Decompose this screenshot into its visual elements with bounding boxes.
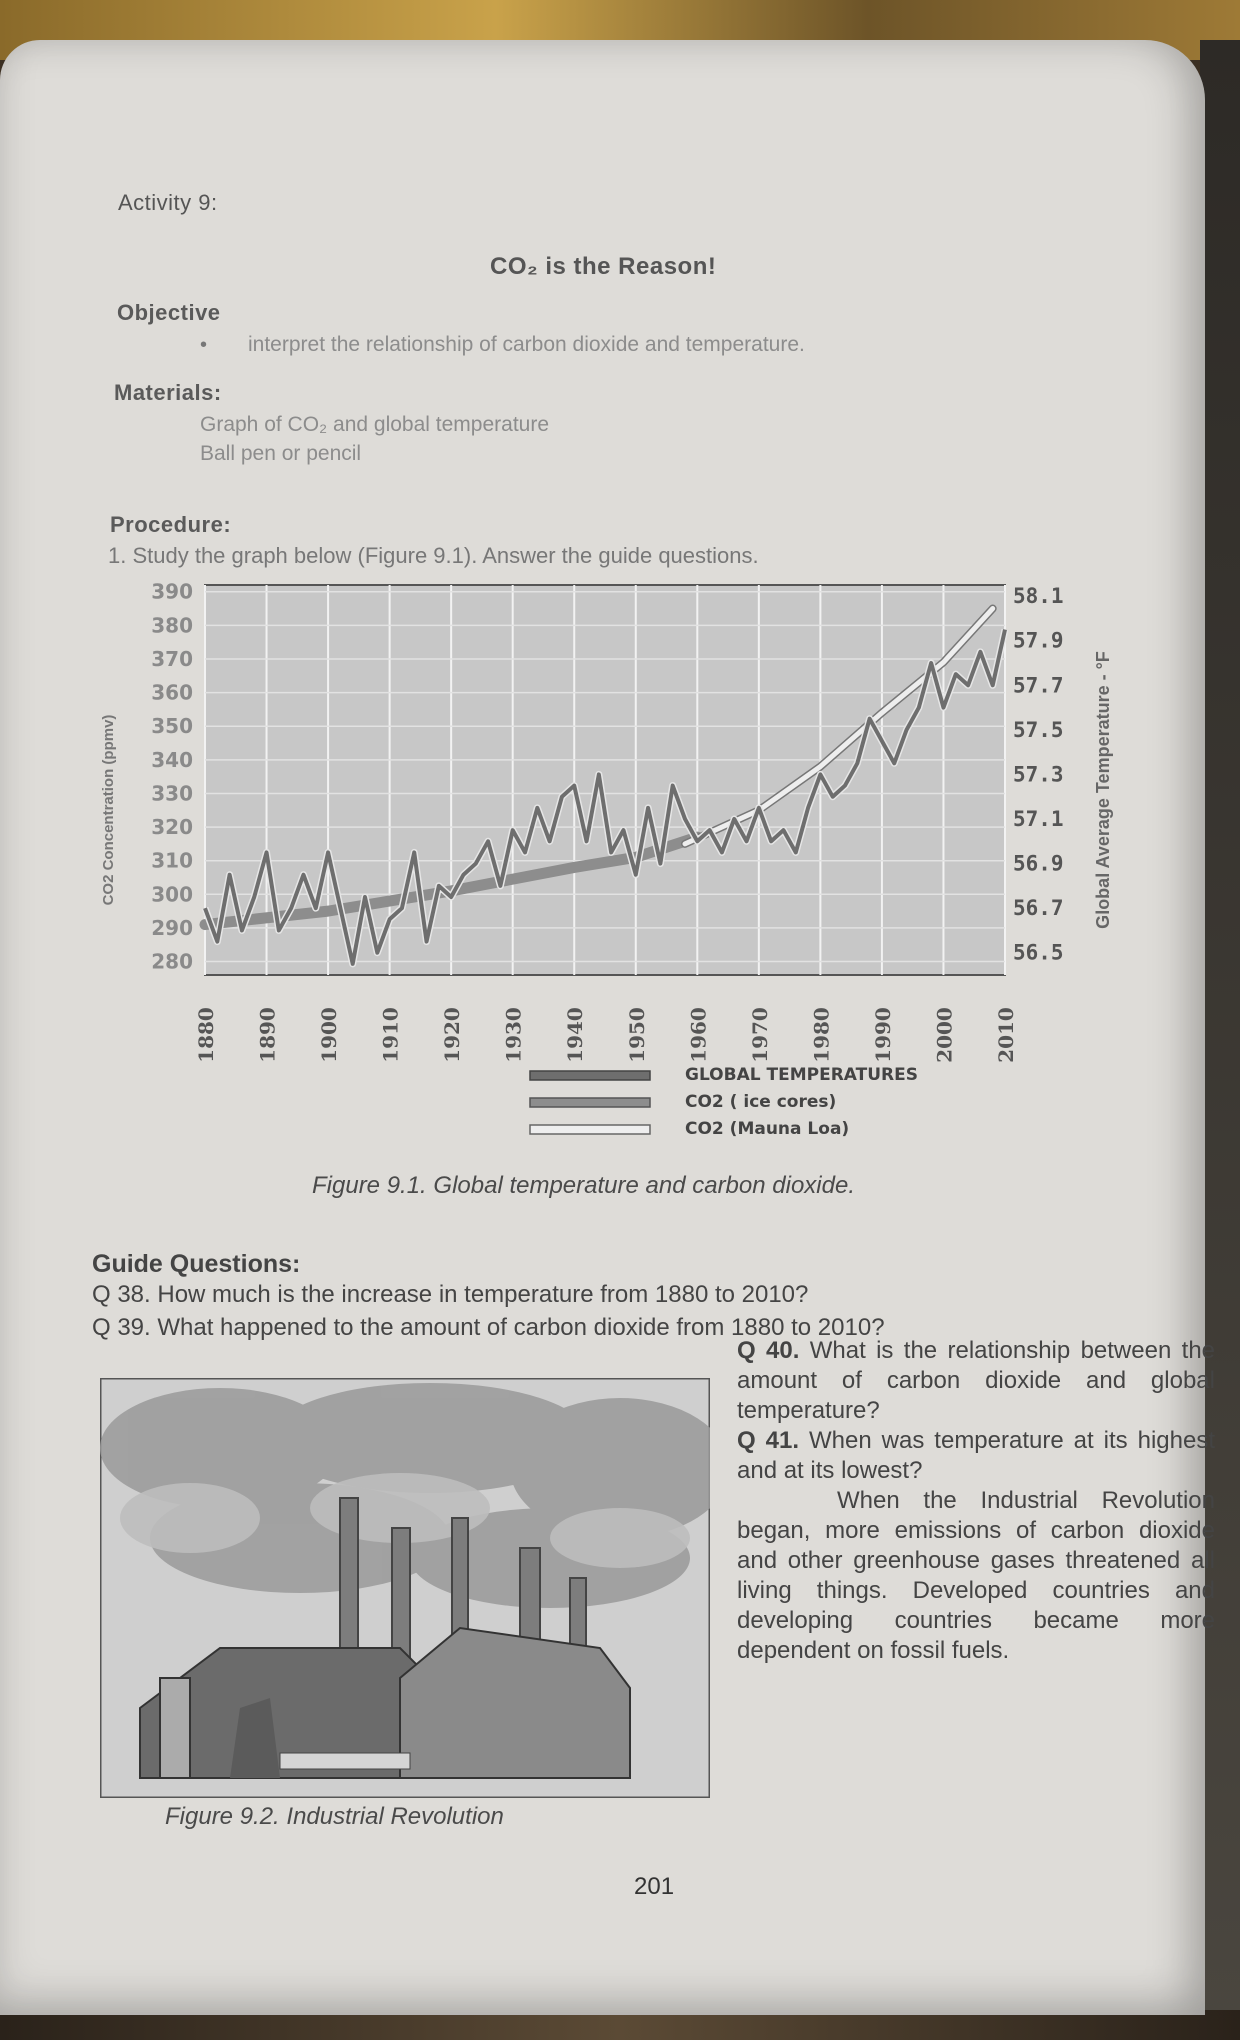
y-left-tick-label: 290 [151,915,193,940]
y-left-tick-label: 280 [151,949,193,974]
y-left-tick-label: 370 [151,646,193,671]
objective-heading: Objective [117,300,221,325]
y-right-tick-label: 56.7 [1013,896,1064,921]
x-tick-label: 1900 [317,1007,342,1063]
y-right-tick-label: 56.5 [1013,940,1064,965]
question-40 [737,1336,1215,1426]
legend-swatch [530,1098,650,1107]
question-40-label: Q 40. [737,1337,800,1364]
y-right-tick-label: 57.7 [1013,673,1064,698]
legend-label: CO2 (Mauna Loa) [685,1119,850,1139]
y-left-tick-label: 310 [151,848,193,873]
question-41-text: When was temperature at its highest and at its lowest? [737,1427,1216,1484]
materials-heading: Materials: [114,380,222,405]
x-tick-label: 1890 [255,1007,280,1063]
figure-caption: Figure 9.2. Industrial Revolution [165,1803,504,1830]
y-right-tick-label: 57.1 [1013,807,1064,831]
x-tick-label: 2000 [932,1007,957,1063]
x-tick-label: 1920 [440,1007,465,1063]
objective-bullet: • [200,334,208,356]
y-right-tick-label: 56.9 [1013,851,1064,876]
x-tick-label: 1990 [870,1007,895,1063]
legend-label: GLOBAL TEMPERATURES [685,1065,918,1085]
x-tick-label: 1960 [686,1007,711,1063]
y-left-tick-label: 390 [151,579,193,604]
y-left-tick-label: 380 [151,613,193,638]
question-41-label: Q 41. [737,1427,800,1454]
guide-questions-heading: Guide Questions: [92,1250,301,1278]
question-39: Q 39. What happened to the amount of carbon dioxide from 1880 to 2010? [92,1314,885,1341]
y-right-tick-label: 58.1 [1013,584,1064,609]
activity-label: Activity 9: [118,190,218,215]
question-38: Q 38. How much is the increase in temperature from 1880 to 2010? [92,1281,809,1308]
y-right-tick-label: 57.9 [1013,628,1064,653]
right-column-text [737,1336,1215,1666]
question-40-text: What is the relationship between the amount of carbon dioxide and global temperature? [737,1337,1216,1424]
co2-temperature-chart [85,575,1165,1165]
x-tick-label: 1930 [501,1007,526,1063]
legend-swatch [530,1071,650,1080]
y-left-tick-label: 350 [151,714,193,739]
legend-label: CO2 ( ice cores) [685,1092,837,1112]
objective-item: interpret the relationship of carbon dioxide and temperature. [248,333,805,356]
procedure-heading: Procedure: [110,512,232,537]
y-left-axis-title: CO2 Concentration (ppmv) [100,714,117,906]
x-tick-label: 1910 [378,1007,403,1063]
y-right-axis-title: Global Average Temperature - °F [1093,651,1113,929]
x-tick-label: 1980 [809,1007,834,1063]
page-number: 201 [634,1873,675,1900]
question-41 [737,1426,1215,1486]
activity-title: CO₂ is the Reason! [490,253,717,280]
y-left-tick-label: 340 [151,747,193,772]
legend-swatch [530,1125,650,1134]
y-left-tick-label: 330 [151,781,193,806]
figure-caption: Figure 9.1. Global temperature and carbon dioxide. [312,1172,855,1199]
materials-item: Ball pen or pencil [200,442,362,465]
y-left-tick-label: 360 [151,680,193,705]
x-tick-label: 1940 [563,1007,588,1063]
x-tick-label: 1970 [747,1007,772,1063]
x-tick-label: 2010 [994,1007,1018,1063]
y-left-tick-label: 320 [151,815,193,840]
x-tick-label: 1880 [194,1007,218,1063]
industrial-revolution-paragraph: When the Industrial Revolution began, more emissions of carbon dioxide and other greenhouse gases threatened all living things. Developed countries and developing countries became more dependent on fossil fuels. [737,1487,1215,1664]
procedure-step: 1. Study the graph below (Figure 9.1). Answer the guide questions. [108,543,759,568]
materials-item: Graph of CO₂ and global temperature [200,413,550,436]
y-right-tick-label: 57.5 [1013,717,1064,742]
x-tick-label: 1950 [624,1007,649,1063]
y-right-tick-label: 57.3 [1013,762,1064,787]
y-left-tick-label: 300 [151,882,193,907]
industrial-revolution-illustration [100,1378,710,1798]
background-surface-right [1200,40,1240,2020]
